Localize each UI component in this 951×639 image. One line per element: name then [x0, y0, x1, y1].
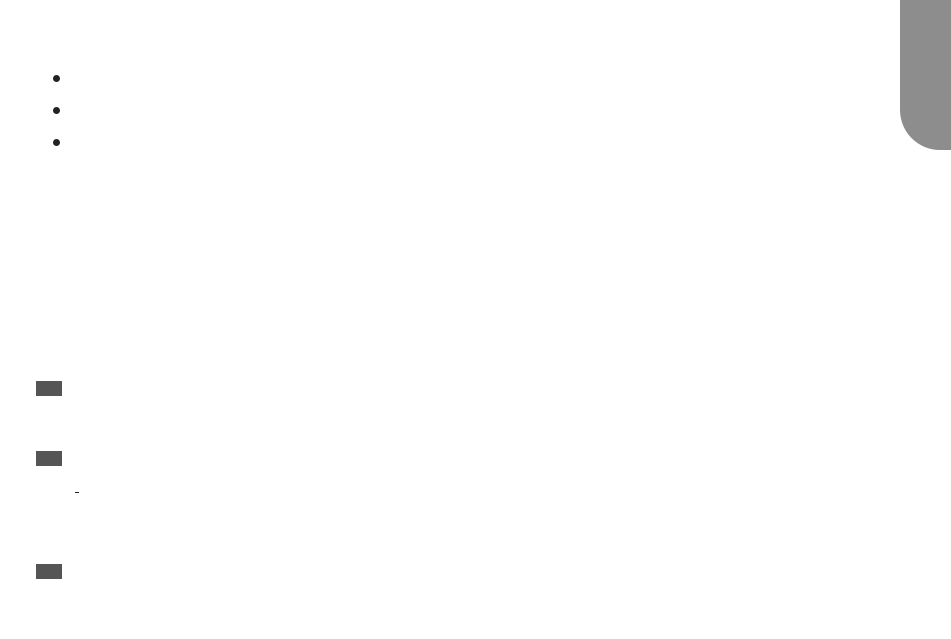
question-number-badge [36, 564, 62, 579]
question-number-badge [36, 451, 62, 466]
side-running-title [907, 95, 947, 639]
fraction [75, 492, 79, 493]
fraction-numerator [75, 492, 79, 493]
question-number-badge [36, 381, 62, 396]
question-2 [36, 451, 881, 503]
question-3 [36, 564, 881, 587]
question-1 [36, 381, 881, 404]
